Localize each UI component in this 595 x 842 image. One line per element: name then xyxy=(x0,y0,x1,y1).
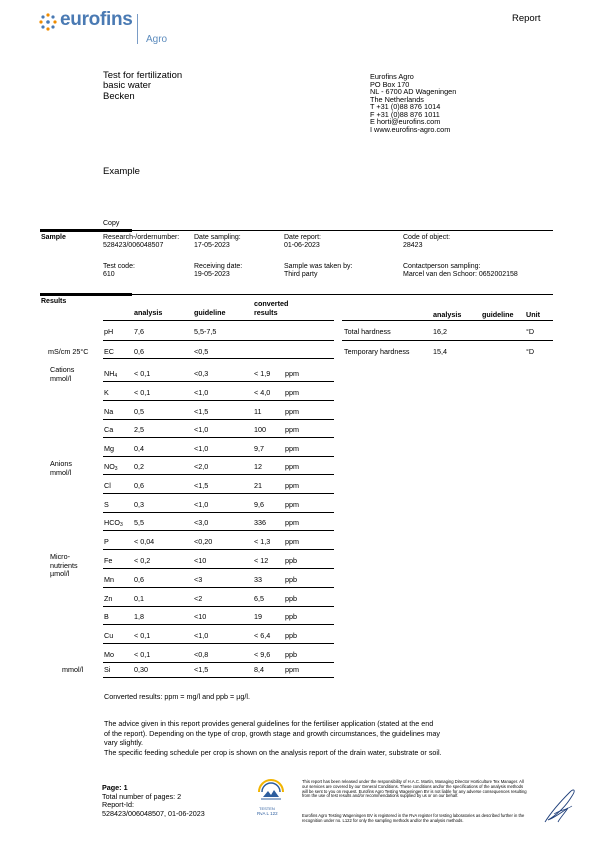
element-converted: 336 xyxy=(254,518,266,528)
code-object-value: 28423 xyxy=(403,242,423,249)
element-symbol: NO xyxy=(104,462,115,471)
element-subscript: 3 xyxy=(119,522,123,529)
element-unit: ppm xyxy=(285,480,299,490)
temp-hardness-unit: °D xyxy=(526,347,535,356)
si-unit: mmol/l xyxy=(62,665,84,674)
element-symbol: Ca xyxy=(104,425,114,435)
element-converted: 6,5 xyxy=(254,593,264,603)
element-name xyxy=(104,462,118,472)
micro-title-1: Micro- xyxy=(50,552,70,561)
row-divider xyxy=(103,587,334,588)
total-hardness-name: Total hardness xyxy=(344,327,391,336)
element-analysis: 5,5 xyxy=(134,518,144,528)
date-sampling-label: Date sampling: xyxy=(194,234,241,241)
disclaimer-1: This report has been released under the responsibility of H.A.C. Martin, Managing Director Horticulture Tex Manager. All our services are covered by our General Conditions. These conditions and/or the specifications of the analysis methods will be sent to you on request. Eurofins Agro Testing Wageningen BV is not liable for any adverse consequences resulting from the use of test results and/or recommendations supplied by us or on our behalf. xyxy=(302,779,527,799)
element-converted: 33 xyxy=(254,574,262,584)
report-id-value: 528423/006048507, 01-06-2023 xyxy=(102,808,205,818)
element-symbol: K xyxy=(104,387,109,397)
element-unit: ppm xyxy=(285,518,299,528)
test-title-3: Becken xyxy=(103,91,135,102)
element-unit: ppb xyxy=(285,612,297,622)
micro-label xyxy=(50,553,78,579)
test-code-label: Test code: xyxy=(103,263,135,270)
element-converted: 11 xyxy=(254,406,262,416)
advice-line: The specific feeding schedule per crop is shown on the analysis report of the drain water, substrate or soil. xyxy=(104,747,442,757)
si-name: Si xyxy=(104,665,111,674)
element-name xyxy=(104,575,114,584)
right-col-analysis: analysis xyxy=(433,310,462,319)
row-divider xyxy=(103,474,334,475)
element-analysis: 2,5 xyxy=(134,425,144,435)
element-name xyxy=(104,500,109,509)
taken-by-label: Sample was taken by: xyxy=(284,263,353,270)
address-line: PO Box 170 xyxy=(370,79,410,89)
ph-analysis: 7,6 xyxy=(134,327,144,336)
report-id-label: Report-Id: xyxy=(102,800,134,809)
test-code-value: 610 xyxy=(103,271,115,278)
row-divider xyxy=(103,643,334,644)
converted-note: Converted results: ppm = mg/l and ppb = µg/l. xyxy=(104,692,250,701)
element-guideline: <1,0 xyxy=(194,425,209,435)
element-name xyxy=(104,444,114,453)
col-guideline: guideline xyxy=(194,308,226,317)
element-analysis: < 0,1 xyxy=(134,631,151,641)
element-guideline: <1,0 xyxy=(194,387,209,397)
contact-label: Contactperson sampling: xyxy=(403,263,481,270)
element-symbol: NH xyxy=(104,369,115,378)
element-symbol: Zn xyxy=(104,593,113,603)
sample-section-label: Sample xyxy=(41,234,66,241)
element-analysis: 1,8 xyxy=(134,612,144,622)
cations-title: Cations xyxy=(50,365,75,374)
element-name xyxy=(104,481,111,490)
micro-unit: µmol/l xyxy=(50,569,70,578)
advice-line: of the report). Depending on the type of crop, growth stage and growth circumstances, the guidelines may xyxy=(104,728,441,738)
ec-analysis: 0,6 xyxy=(134,347,144,356)
code-object-label: Code of object: xyxy=(403,234,451,241)
element-converted: < 1,3 xyxy=(254,537,271,547)
element-guideline: <0,8 xyxy=(194,650,209,659)
element-unit: ppm xyxy=(285,425,299,435)
element-symbol: Fe xyxy=(104,556,113,565)
element-unit: ppm xyxy=(285,444,299,454)
element-name xyxy=(104,650,114,659)
element-analysis: 0,1 xyxy=(134,593,144,603)
element-symbol: Cl xyxy=(104,480,111,490)
element-converted: 21 xyxy=(254,480,262,490)
element-unit: ppm xyxy=(285,537,299,547)
row-divider xyxy=(103,493,334,494)
element-guideline: <1,0 xyxy=(194,444,209,454)
row-divider xyxy=(103,549,334,550)
anions-title: Anions xyxy=(50,459,72,468)
row-divider xyxy=(103,512,334,513)
advice-line: The advice given in this report provides general guidelines for the fertiliser application (stated at the end xyxy=(104,719,434,728)
receiving-date-value: 19-05-2023 xyxy=(194,271,230,278)
element-guideline: <2 xyxy=(194,593,203,603)
copy-label: Copy xyxy=(103,220,120,227)
test-title-2: basic water xyxy=(103,80,152,91)
element-converted: < 1,9 xyxy=(254,369,271,378)
date-sampling-value: 17-05-2023 xyxy=(194,242,230,249)
element-converted: < 4,0 xyxy=(254,387,271,397)
rva-text-2: RvA L 122 xyxy=(257,811,278,816)
ec-guideline: <0,5 xyxy=(194,347,209,356)
results-section-label: Results xyxy=(41,298,67,305)
element-analysis: 0,6 xyxy=(134,574,144,584)
temp-hardness-name: Temporary hardness xyxy=(344,347,410,356)
address-line: NL - 6700 AD Wageningen xyxy=(370,87,457,96)
element-converted: < 12 xyxy=(254,556,269,565)
ph-name: pH xyxy=(104,327,114,336)
logo-division: Agro xyxy=(146,34,168,45)
element-guideline: <0,20 xyxy=(194,537,213,547)
date-report-label: Date report: xyxy=(284,234,321,241)
element-name xyxy=(104,425,113,434)
rva-text-1: TESTEN xyxy=(259,806,275,811)
element-unit: ppb xyxy=(285,593,297,603)
element-converted: 9,7 xyxy=(254,444,264,454)
element-name xyxy=(104,407,113,416)
element-analysis: 0,4 xyxy=(134,444,144,454)
element-guideline: <3 xyxy=(194,574,203,584)
element-symbol: HCO xyxy=(104,518,120,528)
element-guideline: <10 xyxy=(194,612,207,622)
row-divider xyxy=(103,568,334,569)
signature xyxy=(540,784,580,826)
element-guideline: <1,5 xyxy=(194,480,209,490)
row-divider xyxy=(103,662,334,663)
element-guideline: <1,0 xyxy=(194,631,209,641)
si-conv-unit: ppm xyxy=(285,665,299,674)
element-analysis: < 0,04 xyxy=(134,537,155,547)
ph-guideline: 5,5-7,5 xyxy=(194,327,217,336)
element-converted: < 6,4 xyxy=(254,631,271,641)
si-converted: 8,4 xyxy=(254,665,264,674)
address-line: T +31 (0)88 876 1014 xyxy=(370,102,441,111)
row-divider xyxy=(103,381,334,382)
element-analysis: 0,5 xyxy=(134,406,144,416)
row-divider xyxy=(103,530,334,531)
col-results: results xyxy=(254,308,278,317)
element-guideline: <1,0 xyxy=(194,499,209,509)
temp-hardness-analysis: 15,4 xyxy=(433,347,447,356)
element-guideline: <0,3 xyxy=(194,369,209,378)
anions-unit: mmol/l xyxy=(50,468,72,477)
ec-name: EC xyxy=(104,347,114,356)
si-guideline: <1,5 xyxy=(194,665,209,674)
rva-seal-icon xyxy=(257,779,285,805)
ec-unit: mS/cm 25°C xyxy=(48,347,89,356)
address-line: E horti@eurofins.com xyxy=(370,117,441,126)
element-unit: ppb xyxy=(285,650,297,659)
row-divider xyxy=(103,456,334,457)
row-divider xyxy=(103,624,334,625)
element-converted: 9,6 xyxy=(254,499,264,509)
test-title-1: Test for fertilization xyxy=(103,70,183,81)
receiving-date-label: Receiving date: xyxy=(194,263,243,270)
element-converted: < 9,6 xyxy=(254,650,271,659)
advice-text xyxy=(104,719,442,757)
element-converted: 19 xyxy=(254,612,262,622)
cations-label xyxy=(50,365,74,383)
date-report-value: 01-06-2023 xyxy=(284,242,320,249)
right-col-guideline: guideline xyxy=(482,310,514,319)
element-subscript: 4 xyxy=(114,373,118,379)
element-analysis: 0,3 xyxy=(134,499,144,509)
element-unit: ppm xyxy=(285,406,299,416)
advice-line: vary slightly. xyxy=(104,738,144,747)
address-line: I www.eurofins-agro.com xyxy=(370,124,451,134)
row-divider xyxy=(103,437,334,438)
element-converted: 12 xyxy=(254,462,262,471)
col-converted: converted xyxy=(254,299,289,308)
micro-title-2: nutrients xyxy=(50,560,78,570)
element-guideline: <3,0 xyxy=(194,518,209,528)
element-unit: ppm xyxy=(285,387,299,397)
row-divider xyxy=(103,419,334,420)
element-converted: 100 xyxy=(254,425,266,435)
right-col-unit: Unit xyxy=(526,310,540,319)
element-symbol: Mo xyxy=(104,650,114,659)
element-symbol: Mn xyxy=(104,574,114,584)
element-guideline: <1,5 xyxy=(194,406,209,416)
total-hardness-unit: °D xyxy=(526,327,535,336)
element-guideline: <10 xyxy=(194,556,207,565)
cations-unit: mmol/l xyxy=(50,374,72,383)
element-name xyxy=(104,612,109,621)
element-name xyxy=(104,594,112,603)
element-symbol: Mg xyxy=(104,444,114,454)
element-unit: ppb xyxy=(285,556,297,565)
element-symbol: Na xyxy=(104,406,114,416)
element-name xyxy=(104,388,109,397)
element-name xyxy=(104,556,112,565)
anions-label xyxy=(50,459,72,477)
research-value: 528423/006048507 xyxy=(103,242,164,249)
report-label: Report xyxy=(512,13,541,24)
element-symbol: B xyxy=(104,612,109,622)
element-symbol: Cu xyxy=(104,631,114,641)
address-line: Eurofins Agro xyxy=(370,72,414,81)
element-unit: ppm xyxy=(285,499,299,509)
element-unit: ppb xyxy=(285,631,297,641)
address-line: F +31 (0)88 876 1011 xyxy=(370,109,440,119)
element-analysis: < 0,1 xyxy=(134,369,151,378)
element-unit: ppm xyxy=(285,369,299,378)
logo-name: eurofins xyxy=(60,9,133,30)
col-analysis: analysis xyxy=(134,308,163,317)
element-subscript: 3 xyxy=(114,466,118,472)
element-analysis: < 0,2 xyxy=(134,556,151,565)
total-hardness-analysis: 16,2 xyxy=(433,327,447,336)
total-pages: Total number of pages: 2 xyxy=(102,791,182,801)
element-analysis: < 0,1 xyxy=(134,387,151,397)
element-guideline: <2,0 xyxy=(194,462,209,471)
disclaimer-2: Eurofins Agro Testing Wageningen BV is registered in the RvA register for testing laboratories as described further in the recognition under no. L122 for only the sampling methods and/or the analysis methods. xyxy=(302,813,525,823)
eurofins-logo-icon xyxy=(38,12,58,32)
element-name xyxy=(104,369,117,379)
row-divider xyxy=(103,606,334,607)
address-line: The Netherlands xyxy=(370,94,424,104)
example-label: Example xyxy=(103,166,140,177)
element-analysis: 0,6 xyxy=(134,480,144,490)
element-name xyxy=(104,518,123,528)
research-label: Research-/ordernumber: xyxy=(103,234,180,241)
page-number: Page: 1 xyxy=(102,783,128,792)
element-symbol: P xyxy=(104,537,109,547)
element-unit: ppb xyxy=(285,574,297,584)
element-analysis: 0,2 xyxy=(134,462,144,471)
contact-value: Marcel van den Schoor: 0652002158 xyxy=(403,271,518,278)
si-analysis: 0,30 xyxy=(134,665,148,674)
element-name xyxy=(104,537,109,546)
taken-by-value: Third party xyxy=(284,271,318,278)
footer-page-info xyxy=(102,784,205,818)
element-symbol: S xyxy=(104,499,109,509)
element-unit: ppm xyxy=(285,462,299,471)
row-divider xyxy=(103,400,334,401)
element-analysis: < 0,1 xyxy=(134,650,151,659)
element-name xyxy=(104,631,113,640)
